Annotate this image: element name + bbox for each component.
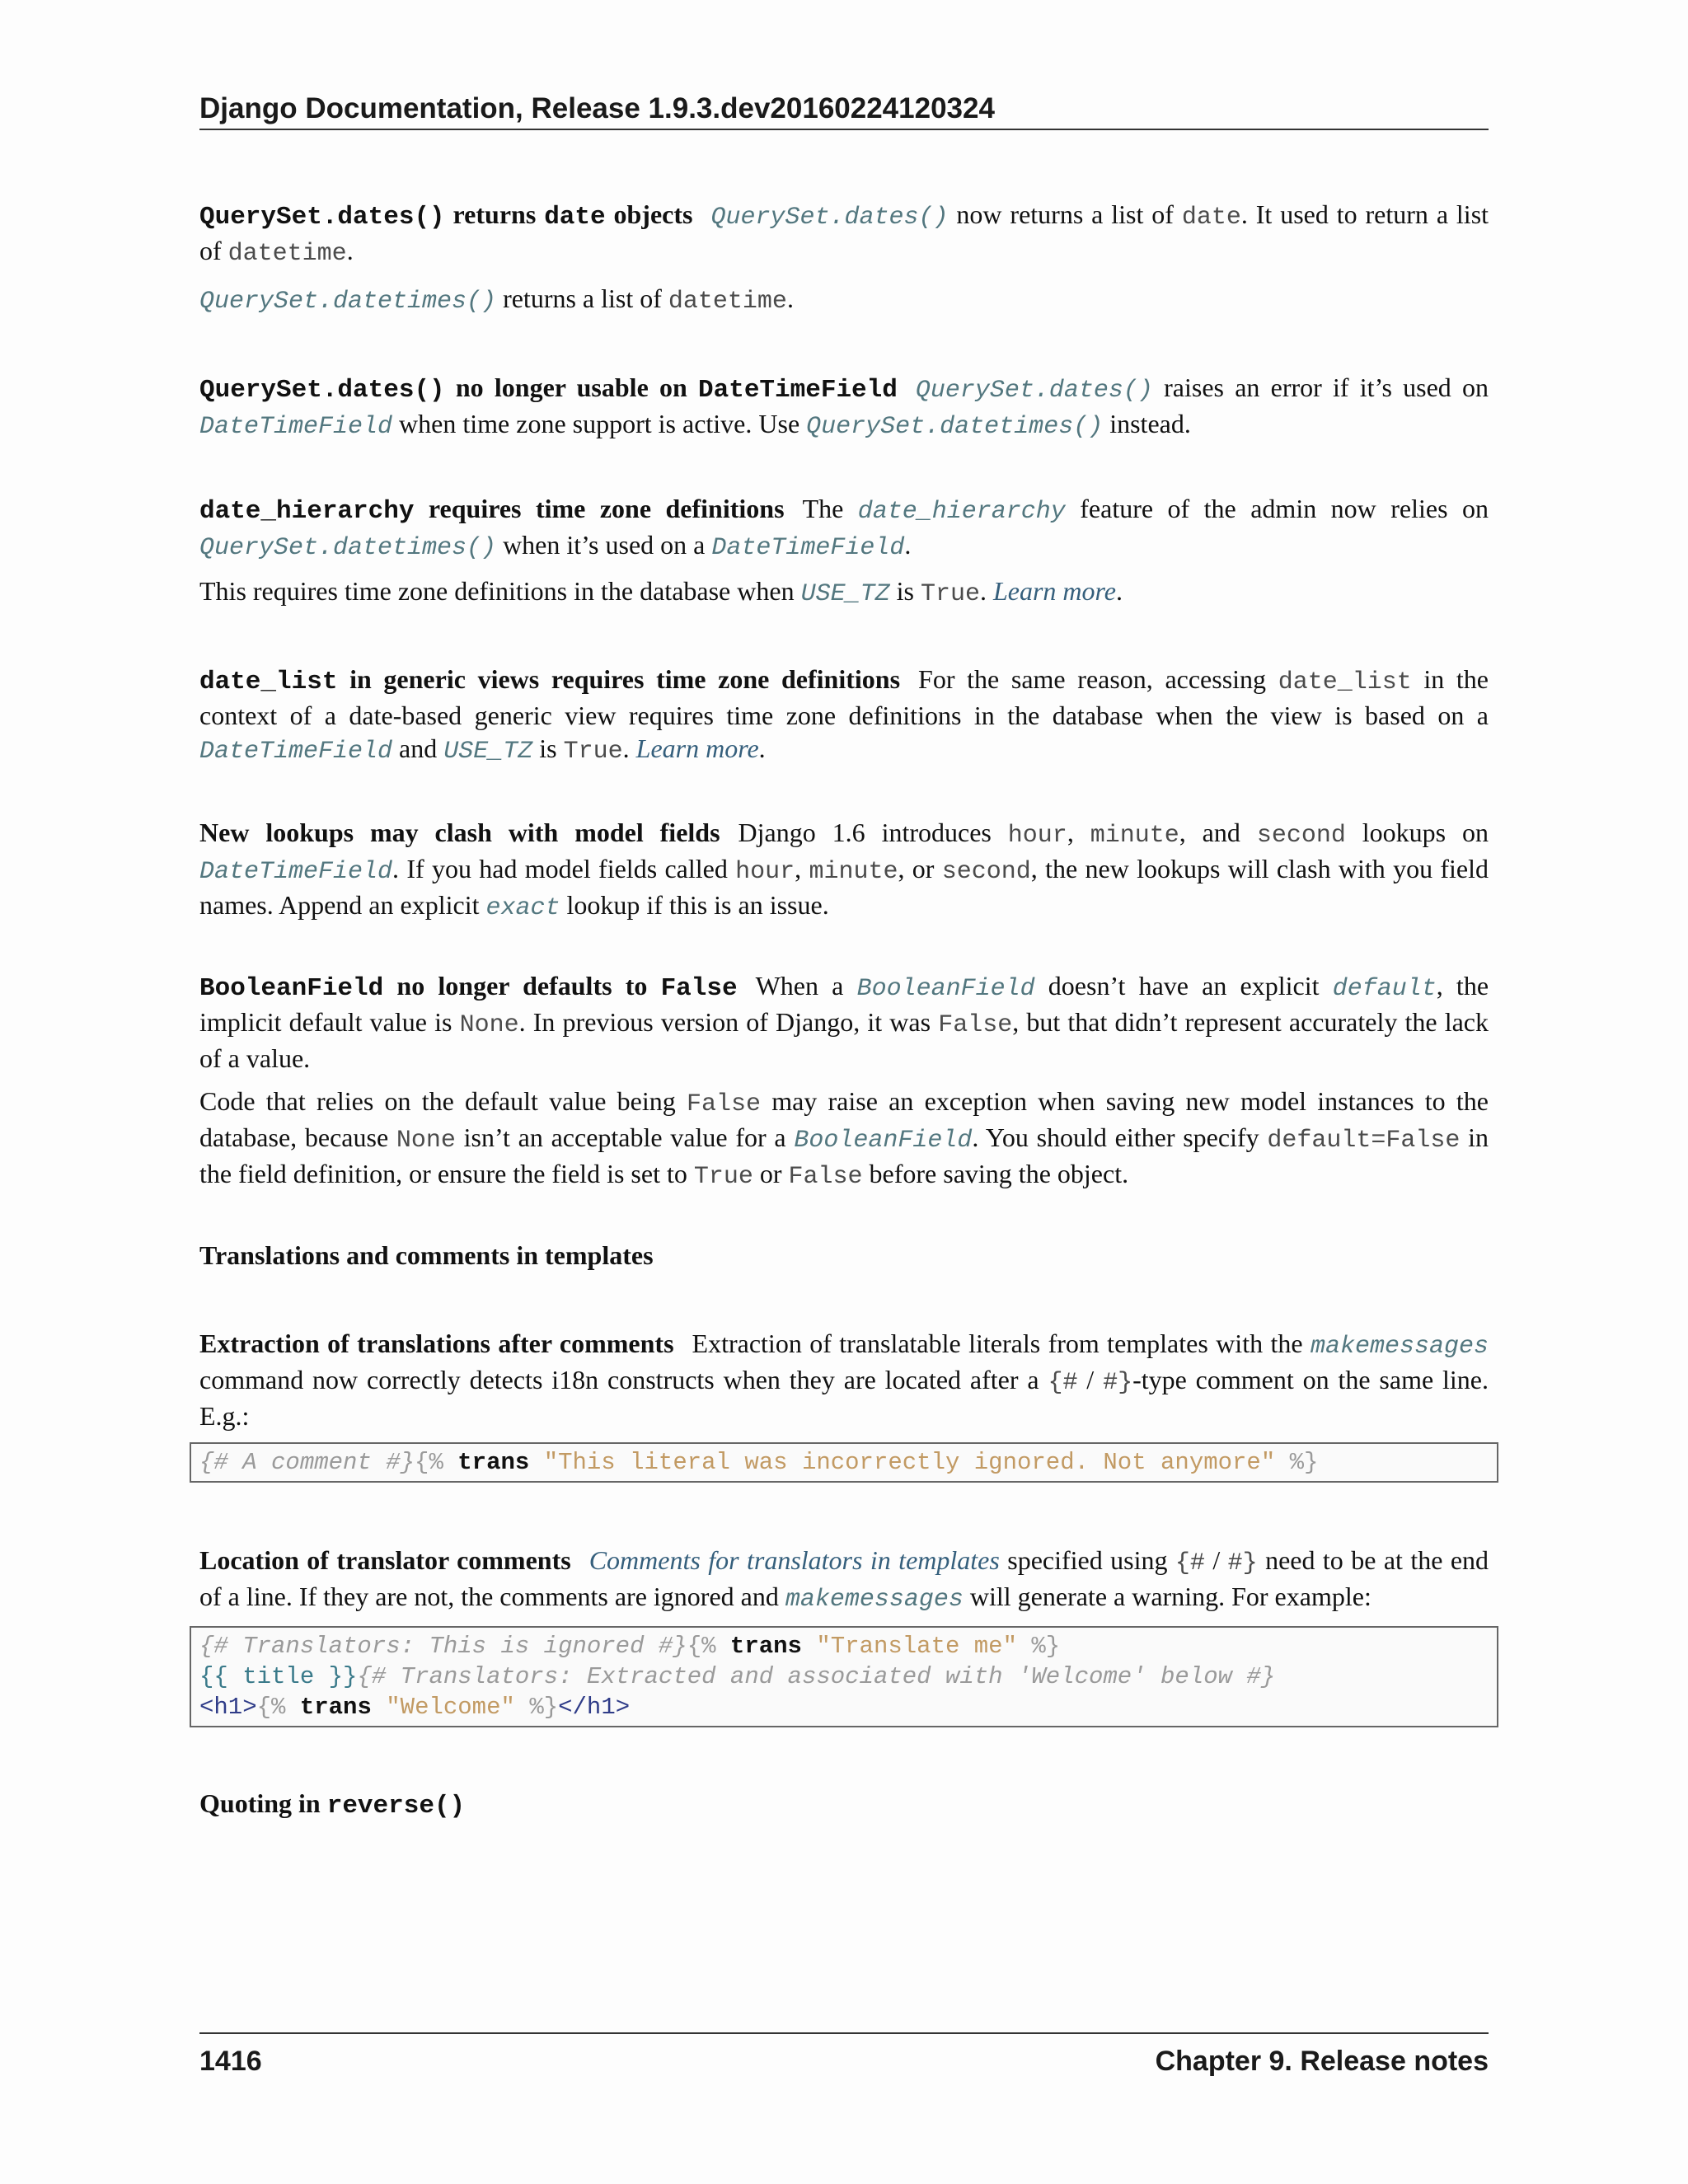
section-heading: New lookups may clash with model fields [199, 818, 720, 847]
ref-link[interactable]: makemessages [1310, 1333, 1489, 1361]
chapter-title: Chapter 9. Release notes [1155, 2046, 1489, 2077]
section-date-list: date_list in generic views requires time zone definitions For the same reason, accessing date_list in the context of a date-based generic view requires time zone definitions in the database when the view is based on a DateTimeField and USE_TZ is True. Learn more. [199, 664, 1489, 766]
ref-link[interactable]: BooleanField [794, 1127, 973, 1155]
ref-link[interactable]: date_hierarchy [857, 498, 1066, 526]
ref-link[interactable]: BooleanField [856, 975, 1035, 1003]
paragraph: Code that relies on the default value being False may raise an exception when saving new model instances to the database, because None isn’t an acceptable value for a BooleanField. You should either specify default=False in the field definition, or ensure the field is set to True or False before saving the object. [199, 1086, 1489, 1191]
section-new-lookups: New lookups may clash with model fields Django 1.6 introduces hour, minute, and second lookups on DateTimeField. If you had model fields called hour, minute, or second, the new lookups will clash with you field names. Append an explicit exact lookup if this is an issue. [199, 818, 1489, 922]
section-heading: Extraction of translations after comments [199, 1329, 674, 1358]
ref-link[interactable]: QuerySet.datetimes() [199, 288, 497, 316]
section-location: Location of translator comments Comments for translators in templates specified using {# / #} need to be at the end of a line. If they are not, the comments are ignored and makemessages will generate a warning. For example: [199, 1545, 1489, 1614]
ref-link[interactable]: USE_TZ [800, 580, 890, 608]
translators-link[interactable]: Comments for translators in templates [588, 1545, 1000, 1575]
section-dates-datetimefield: QuerySet.dates() no longer usable on DateTimeField QuerySet.dates() raises an error if it’s used on DateTimeField when time zone support is active. Use QuerySet.datetimes() instead. [199, 373, 1489, 441]
learn-more-link[interactable]: Learn more [635, 733, 759, 763]
subsection-heading: Quoting in reverse() [199, 1788, 466, 1821]
section-heading: BooleanField no longer defaults to False [199, 971, 738, 1003]
section-heading: date_list in generic views requires time zone definitions [199, 664, 901, 696]
ref-link[interactable]: QuerySet.datetimes() [199, 534, 497, 562]
ref-link[interactable]: QuerySet.dates() [710, 204, 949, 232]
learn-more-link[interactable]: Learn more [992, 576, 1116, 606]
section-heading: date_hierarchy requires time zone definitions [199, 494, 785, 526]
ref-link[interactable]: USE_TZ [443, 738, 533, 766]
running-header [199, 92, 1489, 130]
section-heading: QuerySet.dates() no longer usable on DateTimeField [199, 373, 898, 405]
section-date-hierarchy: date_hierarchy requires time zone definitions The date_hierarchy feature of the admin now relies on QuerySet.datetimes() when it’s used on a DateTimeField. [199, 494, 1489, 562]
page-number: 1416 [199, 2046, 262, 2077]
section-heading: QuerySet.dates() returns date objects [199, 199, 693, 232]
ref-link[interactable]: default [1332, 975, 1437, 1003]
ref-link[interactable]: DateTimeField [199, 738, 393, 766]
paragraph: QuerySet.datetimes() returns a list of datetime. [199, 284, 794, 316]
code-block: {# Translators: This is ignored #}{% trans "Translate me" %} {{ title }}{# Translators: Extracted and associated with 'Welcome' below #} <h1>{% trans "Welcome" %}</h1> [190, 1626, 1498, 1727]
ref-link[interactable]: DateTimeField [199, 858, 393, 886]
section-booleanfield: BooleanField no longer defaults to False When a BooleanField doesn’t have an explicit default, the implicit default value is None. In previous version of Django, it was False, but that didn’t represent accurately the lack of a value. [199, 971, 1489, 1073]
section-heading: Location of translator comments [199, 1545, 571, 1575]
running-footer [199, 2032, 1489, 2078]
subsection-heading: Translations and comments in templates [199, 1240, 654, 1270]
ref-link[interactable]: exact [485, 894, 560, 922]
section-dates-returns-date: QuerySet.dates() returns date objects QuerySet.dates() now returns a list of date. It used to return a list of datetime. [199, 199, 1489, 268]
ref-link[interactable]: QuerySet.datetimes() [806, 413, 1104, 441]
paragraph: This requires time zone definitions in the database when USE_TZ is True. Learn more. [199, 576, 1123, 608]
document-title: Django Documentation, Release 1.9.3.dev20160224120324 [199, 92, 995, 124]
ref-link[interactable]: DateTimeField [711, 534, 905, 562]
code-block: {# A comment #}{% trans "This literal was incorrectly ignored. Not anymore" %} [190, 1442, 1498, 1483]
section-extraction: Extraction of translations after comments Extraction of translatable literals from templates with the makemessages command now correctly detects i18n constructs when they are located after a {# / #}-type comment on the same line. E.g.: [199, 1329, 1489, 1431]
ref-link[interactable]: QuerySet.dates() [915, 377, 1153, 405]
ref-link[interactable]: makemessages [785, 1586, 964, 1614]
ref-link[interactable]: DateTimeField [199, 413, 393, 441]
